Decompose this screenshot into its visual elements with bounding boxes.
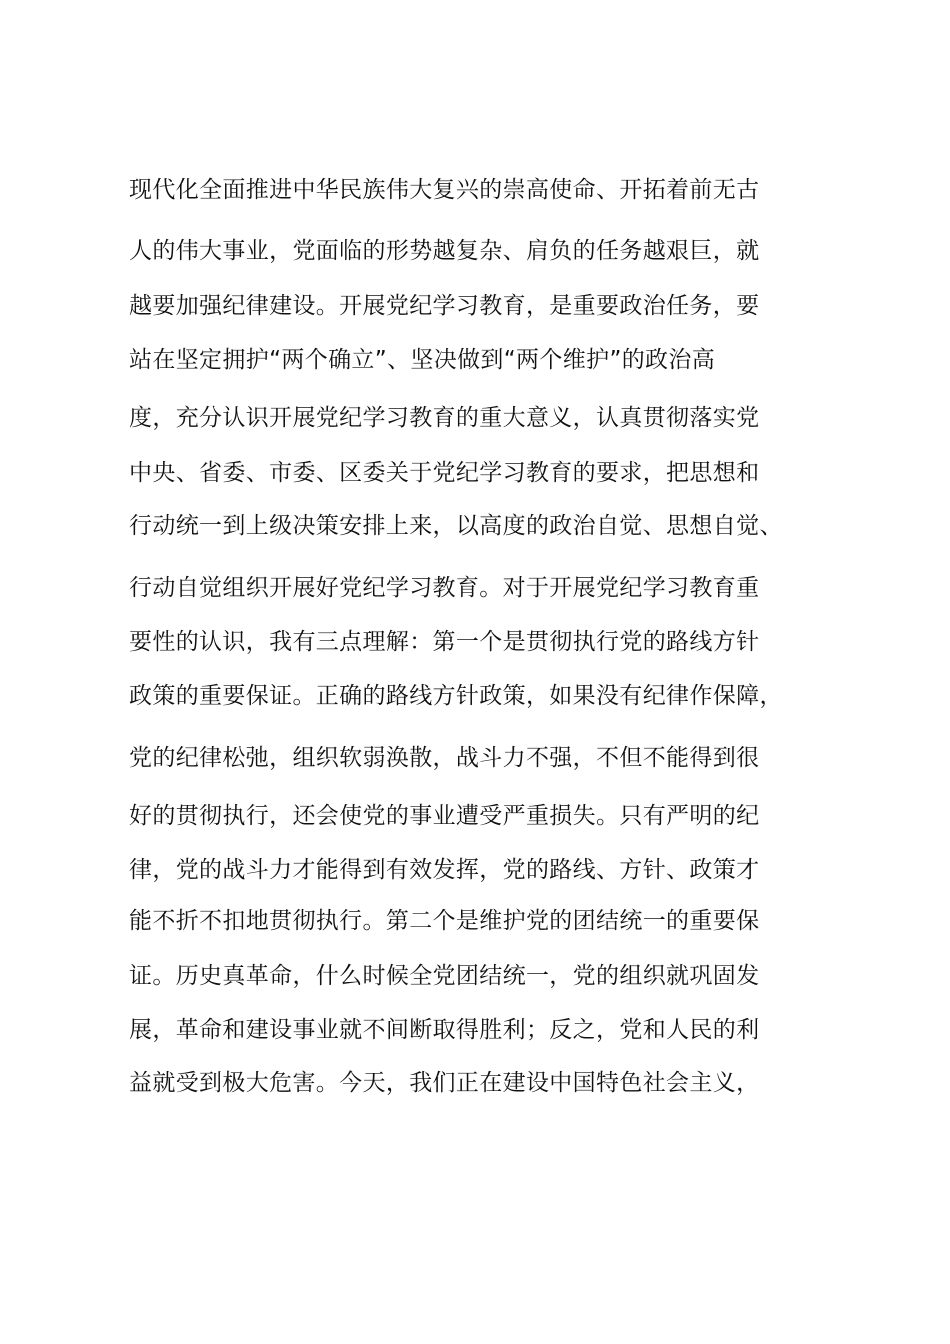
text-line-7: 行动统一到上级决策安排上来，以高度的政治自觉、思想自觉、 [129,513,783,539]
text-line-15: 证。历史真革命，什么时候全党团结统一，党的组织就巩固发 [129,963,760,989]
text-line-8: 行动自觉组织开展好党纪学习教育。对于开展党纪学习教育重 [129,575,760,601]
text-line-11: 党的纪律松弛，组织软弱涣散，战斗力不强，不但不能得到很 [129,745,760,771]
text-line-9: 要性的认识，我有三点理解：第一个是贯彻执行党的路线方针 [129,629,760,655]
text-line-4: 站在坚定拥护“两个确立”、坚决做到“两个维护”的政治高 [129,347,716,373]
text-line-10: 政策的重要保证。正确的路线方针政策，如果没有纪律作保障， [129,683,783,709]
text-line-1: 现代化全面推进中华民族伟大复兴的崇高使命、开拓着前无古 [129,177,760,203]
text-line-12: 好的贯彻执行，还会使党的事业遭受严重损失。只有严明的纪 [129,803,760,829]
text-line-17: 益就受到极大危害。今天，我们正在建设中国特色社会主义， [129,1070,760,1096]
text-line-13: 律，党的战斗力才能得到有效发挥，党的路线、方针、政策才 [129,857,760,883]
text-line-6: 中央、省委、市委、区委关于党纪学习教育的要求，把思想和 [129,460,760,486]
text-line-3: 越要加强纪律建设。开展党纪学习教育，是重要政治任务，要 [129,293,760,319]
text-line-5: 度，充分认识开展党纪学习教育的重大意义，认真贯彻落实党 [129,405,760,431]
text-line-2: 人的伟大事业，党面临的形势越复杂、肩负的任务越艰巨，就 [129,238,760,264]
text-line-16: 展，革命和建设事业就不间断取得胜利；反之，党和人民的利 [129,1017,760,1043]
text-line-14: 能不折不扣地贯彻执行。第二个是维护党的团结统一的重要保 [129,908,760,934]
